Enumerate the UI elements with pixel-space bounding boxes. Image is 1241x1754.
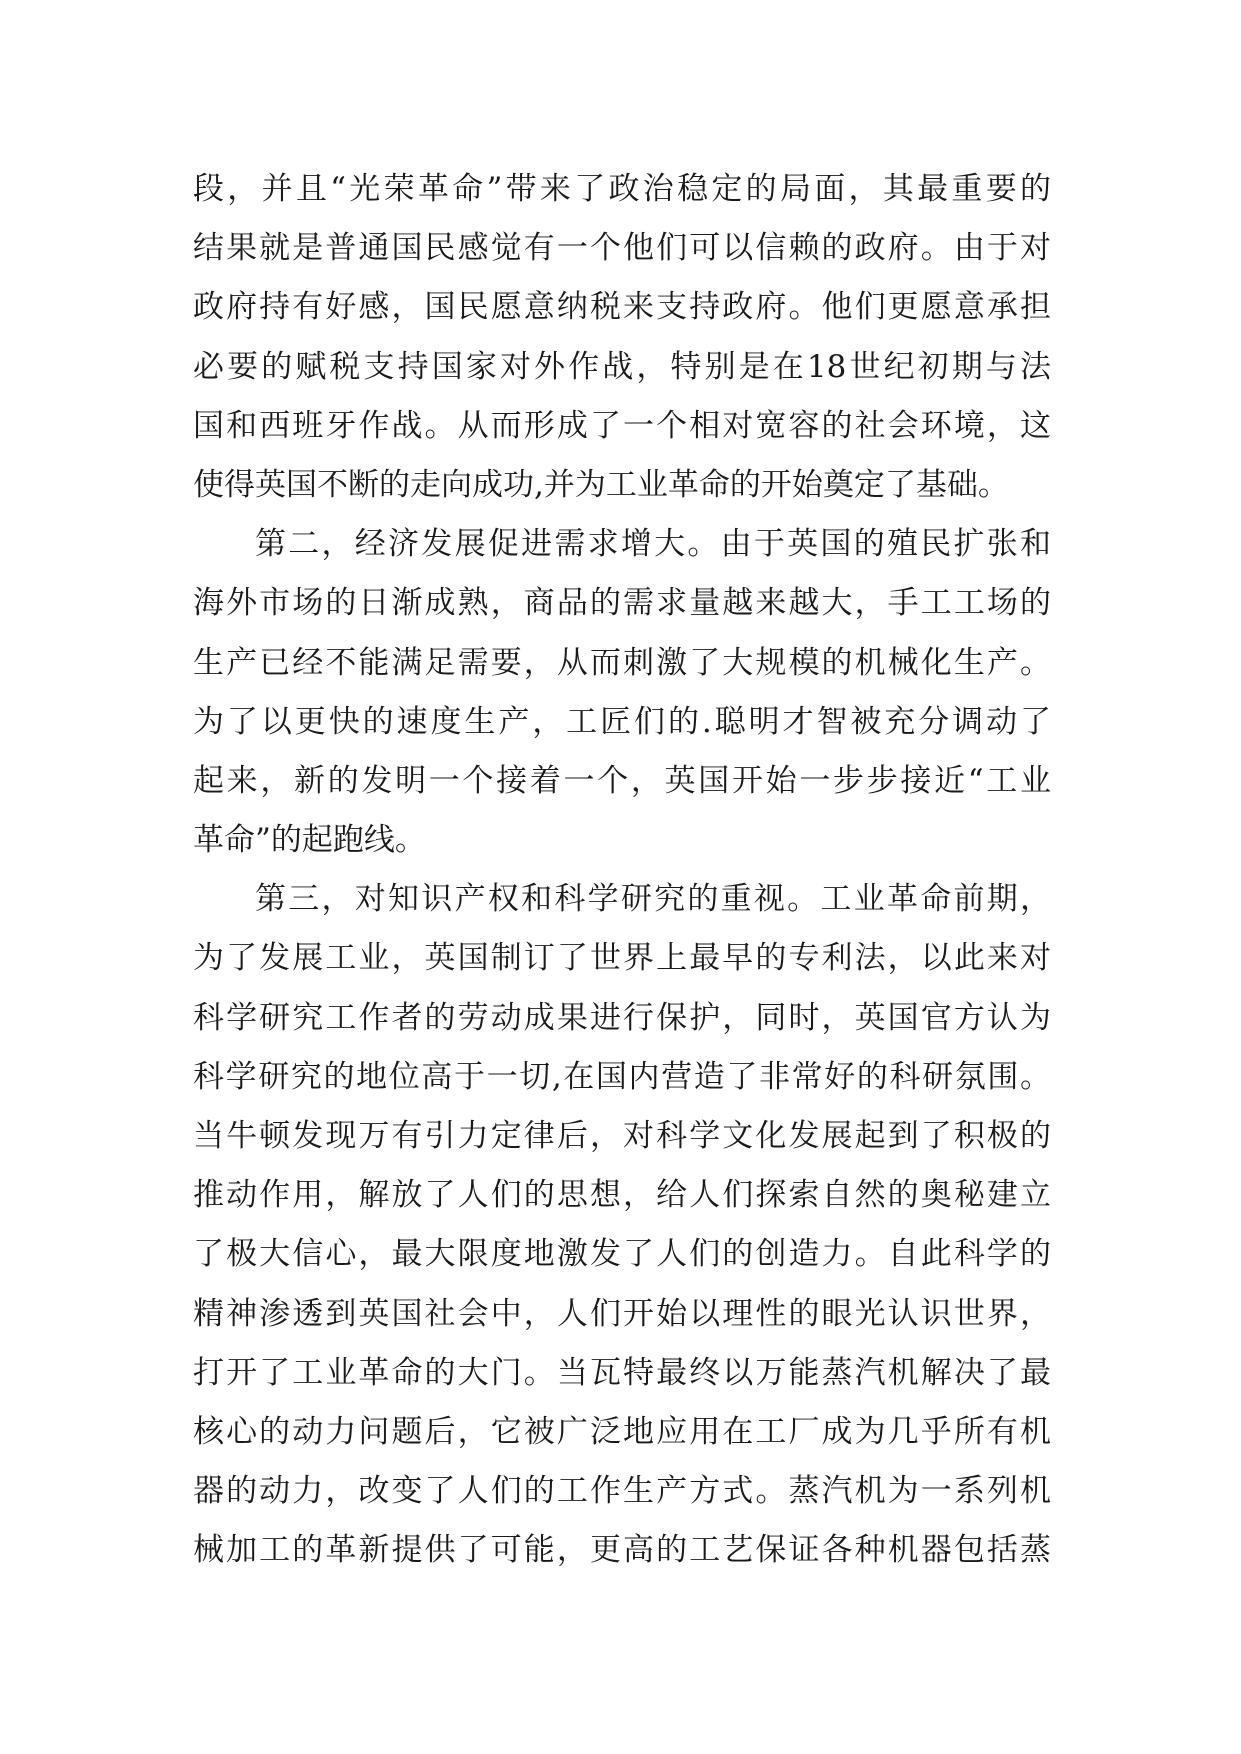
text-line: 使得英国不断的走向成功,并为工业革命的开始奠定了基础。 [193, 466, 1009, 503]
text-line: 起来，新的发明一个接着一个，英国开始一步步接近“工业 [193, 762, 1051, 799]
text-line: 政府持有好感，国民愿意纳税来支持政府。他们更愿意承担 [193, 289, 1051, 326]
text-line: 生产已经不能满足需要，从而刺激了大规模的机械化生产。 [193, 644, 1051, 681]
text-line: 当牛顿发现万有引力定律后，对科学文化发展起到了积极的 [193, 1118, 1051, 1154]
text-line: 海外市场的日渐成熟，商品的需求量越来越大，手工工场的 [193, 585, 1051, 622]
text-line: 推动作用，解放了人们的思想，给人们探索自然的奥秘建立 [193, 1177, 1051, 1214]
text-line: 了极大信心，最大限度地激发了人们的创造力。自此科学的 [193, 1236, 1051, 1273]
text-line: 核心的动力问题后，它被广泛地应用在工厂成为几乎所有机 [193, 1413, 1051, 1450]
text-line: 为了发展工业，英国制订了世界上最早的专利法，以此来对 [193, 940, 1051, 977]
text-line: 为了以更快的速度生产，工匠们的.聪明才智被充分调动了 [193, 703, 1051, 740]
text-line: 械加工的革新提供了可能，更高的工艺保证各种机器包括蒸 [193, 1532, 1051, 1569]
text-line: 国和西班牙作战。从而形成了一个相对宽容的社会环境，这 [193, 407, 1051, 444]
paragraph-first-line: 第二，经济发展促进需求增大。由于英国的殖民扩张和 [255, 526, 1051, 563]
text-line: 段，并且“光荣革命”带来了政治稳定的局面，其最重要的 [193, 171, 1051, 207]
text-line: 打开了工业革命的大门。当瓦特最终以万能蒸汽机解决了最 [193, 1354, 1051, 1391]
text-line: 科学研究工作者的劳动成果进行保护，同时，英国官方认为 [193, 999, 1051, 1036]
text-line: 器的动力，改变了人们的工作生产方式。蒸汽机为一系列机 [193, 1473, 1051, 1510]
body-text [193, 160, 1051, 1581]
text-line: 结果就是普通国民感觉有一个他们可以信赖的政府。由于对 [193, 230, 1051, 267]
text-line: 精神渗透到英国社会中，人们开始以理性的眼光认识世界， [193, 1295, 1051, 1332]
text-line: 革命”的起跑线。 [193, 822, 426, 859]
text-line: 必要的赋税支持国家对外作战，特别是在18世纪初期与法 [193, 348, 1051, 385]
text-line: 科学研究的地位高于一切,在国内营造了非常好的科研氛围。 [193, 1058, 1051, 1095]
paragraph-first-line: 第三，对知识产权和科学研究的重视。工业革命前期， [255, 881, 1051, 918]
